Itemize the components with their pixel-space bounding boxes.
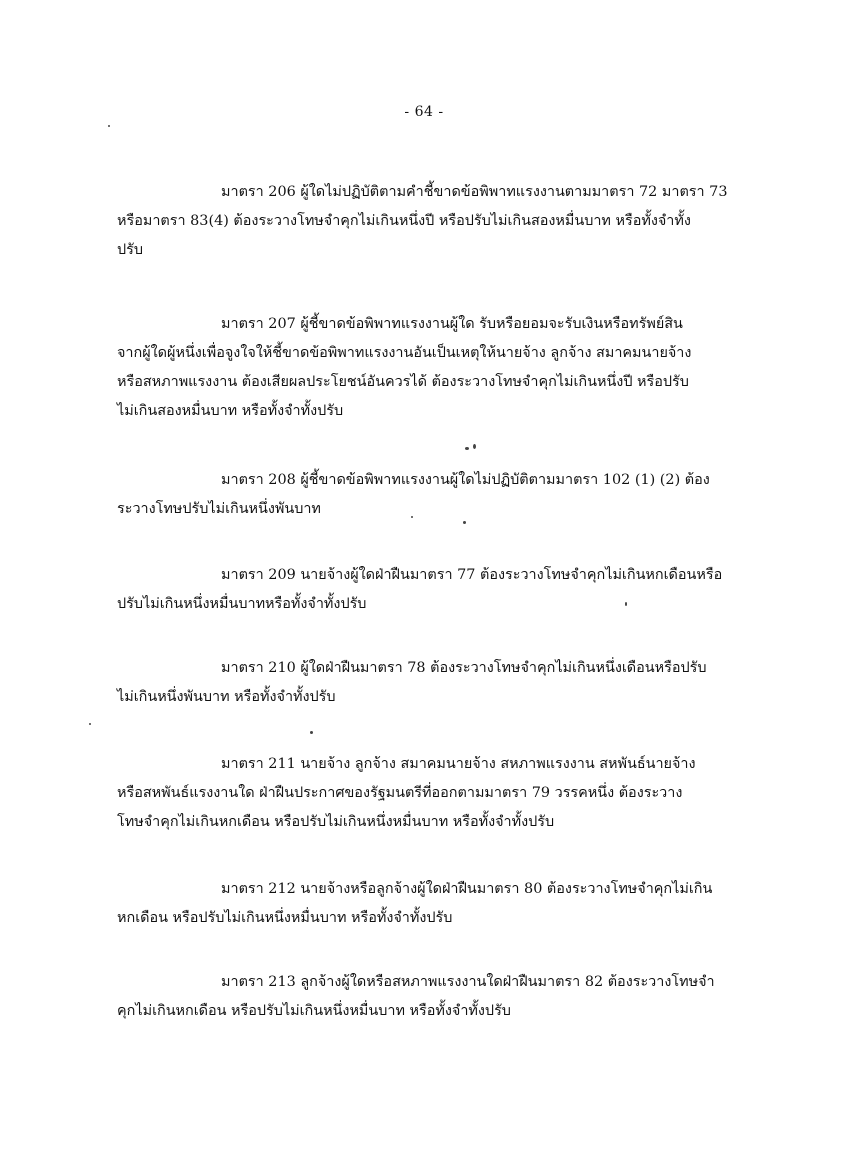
section-line: หกเดือน หรือปรับไม่เกินหนึ่งหมื่นบาท หรือทั้งจำทั้งปรับ	[117, 910, 453, 926]
section-line: ระวางโทษปรับไม่เกินหนึ่งพันบาท	[117, 501, 321, 517]
scan-speck	[625, 602, 627, 606]
section-206	[117, 178, 733, 265]
section-line: โทษจำคุกไม่เกินหกเดือน หรือปรับไม่เกินหนึ่งหมื่นบาท หรือทั้งจำทั้งปรับ	[117, 814, 555, 830]
section-line: มาตรา 210 ผู้ใดฝ่าฝืนมาตรา 78 ต้องระวางโทษจำคุกไม่เกินหนึ่งเดือนหรือปรับ	[221, 660, 707, 676]
section-line: ไม่เกินสองหมื่นบาท หรือทั้งจำทั้งปรับ	[117, 403, 344, 419]
scan-speck	[108, 125, 110, 127]
section-line: มาตรา 209 นายจ้างผู้ใดฝ่าฝืนมาตรา 77 ต้องระวางโทษจำคุกไม่เกินหกเดือนหรือ	[221, 567, 723, 583]
scan-speck	[89, 723, 91, 725]
section-line: หรือสหภาพแรงงาน ต้องเสียผลประโยชน์อันควรได้ ต้องระวางโทษจำคุกไม่เกินหนึ่งปี หรือปรับ	[117, 374, 689, 390]
section-line: มาตรา 207 ผู้ชี้ขาดข้อพิพาทแรงงานผู้ใด รับหรือยอมจะรับเงินหรือทรัพย์สิน	[221, 316, 683, 332]
scan-speck	[473, 444, 476, 449]
section-line: จากผู้ใดผู้หนึ่งเพื่อจูงใจให้ชี้ขาดข้อพิพาทแรงงานอันเป็นเหตุให้นายจ้าง ลูกจ้าง สมาคมนายจ้าง	[117, 345, 692, 361]
section-line: มาตรา 211 นายจ้าง ลูกจ้าง สมาคมนายจ้าง สหภาพแรงงาน สหพันธ์นายจ้าง	[221, 756, 696, 772]
section-213	[117, 968, 733, 1026]
scan-speck	[463, 521, 466, 524]
section-212	[117, 875, 733, 933]
section-210	[117, 654, 733, 712]
scan-speck	[310, 731, 313, 734]
section-line: มาตรา 213 ลูกจ้างผู้ใดหรือสหภาพแรงงานใดฝ่าฝืนมาตรา 82 ต้องระวางโทษจำ	[221, 974, 715, 990]
section-line: มาตรา 206 ผู้ใดไม่ปฏิบัติตามคำชี้ขาดข้อพิพาทแรงงานตามมาตรา 72 มาตรา 73	[221, 184, 728, 200]
page-number: - 64 -	[404, 104, 444, 120]
section-line: หรือมาตรา 83(4) ต้องระวางโทษจำคุกไม่เกินหนึ่งปี หรือปรับไม่เกินสองหมื่นบาท หรือทั้งจำทั้ง	[117, 213, 691, 229]
scan-speck	[411, 516, 413, 518]
section-line: ไม่เกินหนึ่งพันบาท หรือทั้งจำทั้งปรับ	[117, 689, 336, 705]
section-208	[117, 466, 733, 524]
section-209	[117, 561, 733, 619]
section-line: คุกไม่เกินหกเดือน หรือปรับไม่เกินหนึ่งหมื่นบาท หรือทั้งจำทั้งปรับ	[117, 1003, 511, 1019]
section-line: มาตรา 212 นายจ้างหรือลูกจ้างผู้ใดฝ่าฝืนมาตรา 80 ต้องระวางโทษจำคุกไม่เกิน	[221, 881, 713, 897]
section-line: มาตรา 208 ผู้ชี้ขาดข้อพิพาทแรงงานผู้ใดไม่ปฏิบัติตามมาตรา 102 (1) (2) ต้อง	[221, 472, 710, 488]
scan-speck	[465, 447, 469, 450]
section-line: หรือสหพันธ์แรงงานใด ฝ่าฝืนประกาศของรัฐมนตรีที่ออกตามมาตรา 79 วรรคหนึ่ง ต้องระวาง	[117, 785, 683, 801]
section-line: ปรับไม่เกินหนึ่งหมื่นบาทหรือทั้งจำทั้งปรับ	[117, 596, 367, 612]
section-207	[117, 310, 733, 426]
section-211	[117, 750, 733, 837]
section-line: ปรับ	[117, 242, 143, 258]
